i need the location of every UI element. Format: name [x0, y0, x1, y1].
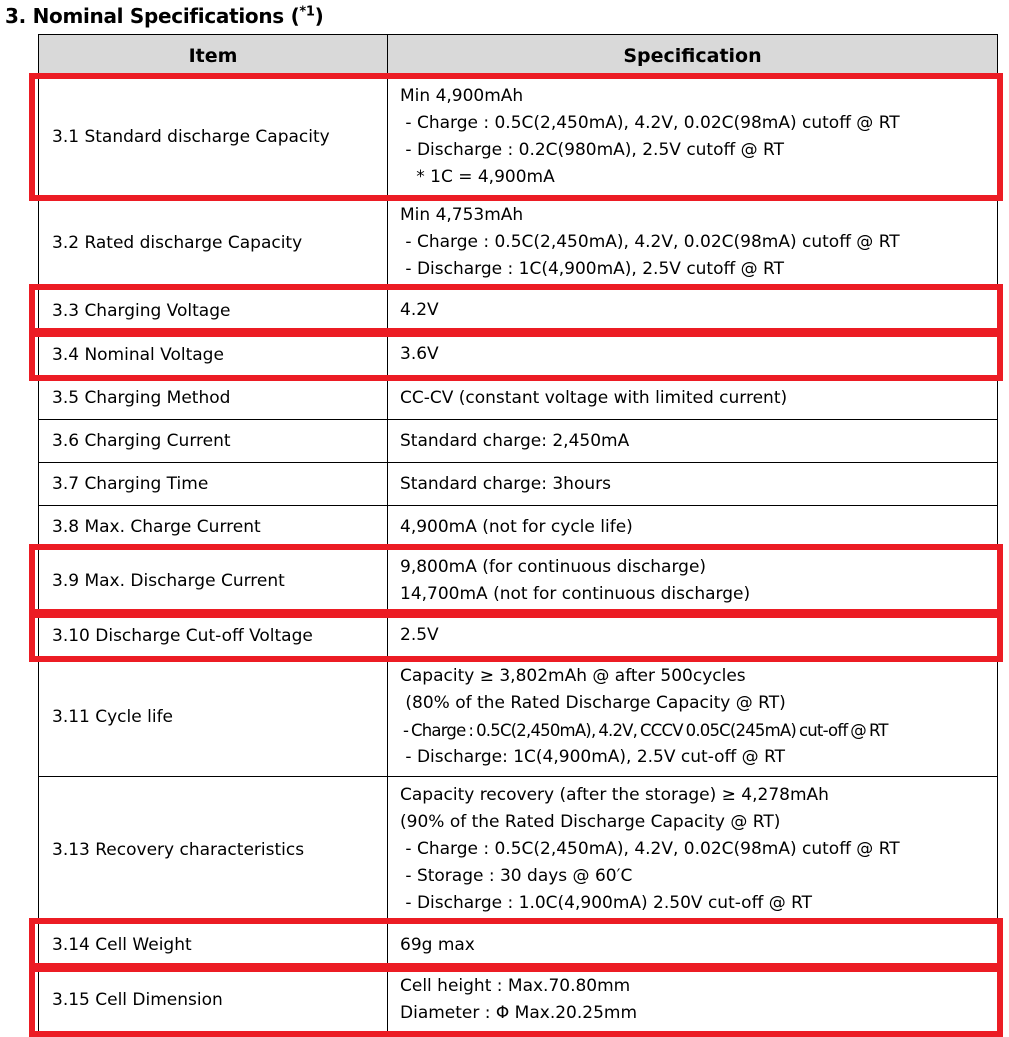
spec-line: 3.6V	[400, 344, 439, 364]
spec-line: CC-CV (constant voltage with limited current)	[400, 387, 788, 408]
page-title-text: 3. Nominal Specifications (	[5, 4, 300, 28]
spec-cell	[388, 968, 997, 1032]
page-title-close: )	[314, 4, 324, 28]
spec-line: Min 4,900mAh	[400, 86, 524, 106]
table-row-max-charge-current	[39, 505, 997, 548]
spec-line: Capacity recovery (after the storage) ≥ 4,278mAh	[400, 785, 829, 805]
item-cell: 3.13 Recovery characteristics	[39, 777, 388, 922]
spec-line: (90% of the Rated Discharge Capacity @ RT)	[400, 812, 781, 832]
spec-line: - Storage : 30 days @ 60′C	[400, 866, 633, 886]
item-cell: 3.7 Charging Time	[39, 463, 388, 505]
spec-line: - Charge : 0.5C(2,450mA), 4.2V, CCCV 0.05C(245mA) cut-off @ RT	[400, 721, 888, 740]
spec-cell	[388, 614, 997, 657]
spec-line: 4,900mA (not for cycle life)	[400, 516, 633, 537]
spec-line: - Discharge : 1C(4,900mA), 2.5V cutoff @ RT	[400, 259, 784, 279]
table-row-charging-voltage	[39, 288, 997, 332]
table-row-cycle-life	[39, 657, 997, 776]
spec-cell	[388, 197, 997, 288]
spec-line: Cell height : Max.70.80mm	[400, 976, 631, 996]
item-cell: 3.9 Max. Discharge Current	[39, 549, 388, 613]
item-cell: 3.15 Cell Dimension	[39, 968, 388, 1032]
item-cell: 3.4 Nominal Voltage	[39, 333, 388, 376]
page-title-footnote-marker: *1	[299, 4, 315, 20]
spec-line: - Discharge : 1.0C(4,900mA) 2.50V cut-off @ RT	[400, 893, 813, 913]
spec-line: - Discharge : 0.2C(980mA), 2.5V cutoff @ RT	[400, 140, 784, 160]
table-row-nominal-voltage	[39, 332, 997, 376]
item-cell: 3.5 Charging Method	[39, 377, 388, 419]
item-cell: 3.14 Cell Weight	[39, 923, 388, 967]
spec-cell	[388, 377, 997, 419]
nominal-specifications-table	[38, 34, 998, 1033]
spec-cell	[388, 777, 997, 922]
spec-cell	[388, 289, 997, 332]
item-cell: 3.1 Standard discharge Capacity	[39, 78, 388, 196]
spec-line: Standard charge: 3hours	[400, 473, 611, 494]
table-row-cell-weight	[39, 922, 997, 967]
column-header-specification: Specification	[388, 35, 997, 77]
item-cell: 3.11 Cycle life	[39, 658, 388, 776]
table-row-rated-discharge-capacity	[39, 196, 997, 288]
table-row-charging-time	[39, 462, 997, 505]
spec-cell	[388, 923, 997, 967]
spec-line: 9,800mA (for continuous discharge)	[400, 557, 707, 577]
item-cell: 3.3 Charging Voltage	[39, 289, 388, 332]
item-cell: 3.6 Charging Current	[39, 420, 388, 462]
spec-line: (80% of the Rated Discharge Capacity @ RT)	[400, 693, 786, 713]
table-row-charging-current	[39, 419, 997, 462]
spec-cell	[388, 420, 997, 462]
spec-line: Min 4,753mAh	[400, 205, 524, 225]
spec-line: - Charge : 0.5C(2,450mA), 4.2V, 0.02C(98mA) cutoff @ RT	[400, 839, 900, 859]
table-row-cell-dimension	[39, 967, 997, 1032]
spec-cell	[388, 463, 997, 505]
spec-line: Capacity ≥ 3,802mAh @ after 500cycles	[400, 666, 746, 686]
table-row-recovery-characteristics	[39, 776, 997, 922]
spec-line: 69g max	[400, 934, 475, 955]
spec-cell	[388, 506, 997, 548]
spec-line: * 1C = 4,900mA	[400, 167, 555, 187]
table-row-max-discharge-current	[39, 548, 997, 613]
spec-line: 4.2V	[400, 300, 439, 320]
spec-cell	[388, 549, 997, 613]
table-row-discharge-cutoff-voltage	[39, 613, 997, 657]
item-cell: 3.8 Max. Charge Current	[39, 506, 388, 548]
spec-line: Diameter : Φ Max.20.25mm	[400, 1003, 638, 1023]
page-title	[5, 4, 1009, 28]
spec-line: 2.5V	[400, 625, 439, 645]
spec-cell	[388, 333, 997, 376]
table-header-row	[39, 35, 997, 77]
spec-line: - Charge : 0.5C(2,450mA), 4.2V, 0.02C(98mA) cutoff @ RT	[400, 113, 900, 133]
table-row-charging-method	[39, 376, 997, 419]
spec-line: Standard charge: 2,450mA	[400, 430, 630, 451]
spec-cell	[388, 658, 997, 776]
column-header-item: Item	[39, 35, 388, 77]
spec-cell	[388, 78, 997, 196]
spec-line: - Charge : 0.5C(2,450mA), 4.2V, 0.02C(98mA) cutoff @ RT	[400, 232, 900, 252]
spec-line: - Discharge: 1C(4,900mA), 2.5V cut-off @ RT	[400, 747, 786, 767]
item-cell: 3.2 Rated discharge Capacity	[39, 197, 388, 288]
item-cell: 3.10 Discharge Cut-off Voltage	[39, 614, 388, 657]
spec-line: 14,700mA (not for continuous discharge)	[400, 584, 751, 604]
table-row-standard-discharge-capacity	[39, 77, 997, 196]
